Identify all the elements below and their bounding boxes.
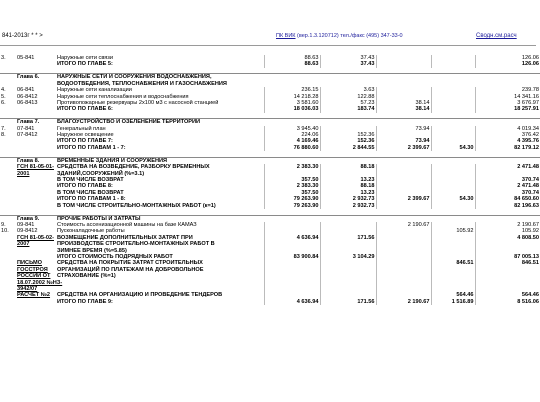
sheet-header — [0, 0, 536, 48]
chapter-title — [56, 215, 264, 222]
amount-c5: 2 190.67 — [475, 222, 540, 228]
chapter-row — [0, 119, 540, 126]
total-row — [0, 299, 540, 305]
amount-c2: 183.74 — [320, 106, 376, 112]
amount-c2: 122.88 — [320, 94, 376, 100]
text-line: Генеральный план — [57, 125, 106, 132]
estimate-table-container — [0, 55, 539, 305]
amount-c2: 88.18 — [320, 164, 376, 177]
chapter-code: Глава 8. — [16, 157, 56, 164]
amount-cell — [320, 119, 376, 126]
text-line: ЗДАНИЙ,СООРУЖЕНИЙ (%=3.1) — [57, 170, 145, 177]
header-divider — [0, 45, 536, 46]
amount-c2: 171.56 — [320, 235, 376, 254]
amount-c1: 18 036.03 — [264, 106, 320, 112]
amount-c1: 224.06 — [264, 132, 320, 138]
amount-c5: 87 005.13 — [475, 254, 540, 260]
amount-c3: 2 399.67 — [376, 196, 431, 202]
amount-c2: 3.63 — [320, 87, 376, 93]
amount-c2: 171.56 — [320, 299, 376, 305]
program-info — [276, 33, 403, 39]
amount-c3: 73.94 — [376, 138, 431, 144]
amount-c3: 2 399.67 — [376, 145, 431, 151]
amount-c2: 57.23 — [320, 100, 376, 106]
item-code — [16, 260, 63, 292]
amount-cell — [264, 119, 320, 126]
amount-c1: 357.50 — [264, 177, 320, 183]
amount-c1: 3 945.40 — [264, 126, 320, 132]
item-code: 09-841 — [17, 221, 35, 228]
amount-cell — [264, 215, 320, 222]
amount-c5: 84 650.60 — [475, 196, 540, 202]
amount-c1: 2 383.30 — [264, 183, 320, 189]
text-line: ОРГАНИЗАЦИЙ ПО ПЛАТЕЖАМ НА ДОБРОВОЛЬНОЕ — [57, 266, 204, 273]
text-line: 2007 — [17, 241, 30, 248]
norm-row — [0, 235, 540, 254]
row-number: 7. — [1, 125, 6, 132]
amount-c4: 846.51 — [431, 260, 475, 292]
amount-cell — [264, 157, 320, 164]
text-line: Наружные сети теплоснабжения и водоснабжения — [57, 93, 189, 100]
amount-c2: 37.43 — [320, 55, 376, 61]
text-line: Пусконаладочные работы — [57, 228, 125, 235]
amount-c2: 3 104.29 — [320, 254, 376, 260]
amount-c4: 54.30 — [431, 145, 475, 151]
amount-c2: 152.36 — [320, 132, 376, 138]
amount-cell — [431, 119, 475, 126]
amount-c4: 54.30 — [431, 196, 475, 202]
text-line: ИТОГО ПО ГЛАВАМ 1 - 8: — [57, 196, 126, 203]
amount-c2: 2 932.73 — [320, 203, 376, 209]
amount-c5: 126.06 — [475, 55, 540, 61]
amount-cell — [320, 74, 376, 87]
item-name — [56, 235, 264, 254]
text-line: ВРЕМЕННЫЕ ЗДАНИЯ И СООРУЖЕНИЯ — [57, 157, 168, 164]
amount-c5: 8 516.06 — [475, 299, 540, 305]
item-code: 05-841 — [17, 55, 35, 61]
row-number: 3. — [1, 55, 6, 61]
text-line: 3942/07 — [17, 286, 38, 292]
amount-c4 — [431, 164, 475, 177]
amount-c3: 38.14 — [376, 100, 431, 106]
amount-cell — [320, 157, 376, 164]
text-line: В ТОМ ЧИСЛЕ ВОЗВРАТ — [57, 177, 124, 183]
amount-c3: 73.94 — [376, 126, 431, 132]
amount-cell — [431, 215, 475, 222]
amount-c1: 3 581.60 — [264, 100, 320, 106]
amount-cell — [431, 157, 475, 164]
amount-c5: 4 808.50 — [475, 235, 540, 254]
amount-cell — [376, 74, 431, 87]
chapter-title — [56, 119, 264, 126]
amount-c5: 846.51 — [475, 260, 540, 292]
item-code: 06-8412 — [17, 93, 38, 100]
amount-c1: 79 263.90 — [264, 203, 320, 209]
amount-c5: 3 676.97 — [475, 100, 540, 106]
amount-c1: 236.15 — [264, 87, 320, 93]
amount-c5: 239.78 — [475, 87, 540, 93]
amount-cell — [376, 119, 431, 126]
item-code: 06-841 — [17, 87, 35, 94]
text-line: Наружные сети канализации — [57, 87, 132, 94]
text-line: БЛАГОУСТРОЙСТВО И ОЗЕЛЕНЕНИЕ ТЕРРИТОРИИ — [57, 119, 201, 126]
summary-estimate-link[interactable]: Сводн.см.расч — [476, 33, 517, 39]
item-name — [56, 260, 264, 292]
amount-cell — [320, 215, 376, 222]
program-link[interactable]: ПК ВИК — [276, 33, 296, 39]
text-line: ГСН 81-05-02- — [17, 234, 54, 241]
amount-c2: 13.23 — [320, 177, 376, 183]
chapter-title — [56, 157, 264, 164]
amount-c1 — [264, 260, 320, 292]
row-number — [0, 260, 16, 292]
row-number — [0, 74, 16, 87]
text-line: СРЕДСТВА НА ВОЗВЕДЕНИЕ, РАЗБОРКУ ВРЕМЕННЫХ — [57, 164, 210, 171]
text-line: ИТОГО ПО ГЛАВЕ 5: — [57, 61, 113, 68]
amount-c5: 564.46 — [475, 292, 540, 298]
amount-c1: 76 880.60 — [264, 145, 320, 151]
chapter-row — [0, 215, 540, 222]
text-line: ГСН 81-05-01- — [17, 164, 54, 171]
amount-c4 — [431, 235, 475, 254]
text-line: ИТОГО ПО ГЛАВЕ 7: — [57, 138, 113, 145]
amount-c5: 376.42 — [475, 132, 540, 138]
amount-c3 — [376, 260, 431, 292]
amount-c2: 13.23 — [320, 190, 376, 196]
amount-c3: 2 190.67 — [376, 299, 431, 305]
item-code — [16, 292, 56, 298]
amount-c4: 564.46 — [431, 292, 475, 298]
text-line: ИТОГО ПО ГЛАВЕ 6: — [57, 106, 113, 113]
chapter-code: Глава 7. — [16, 119, 56, 126]
amount-cell — [376, 215, 431, 222]
text-line: НАРУЖНЫЕ СЕТИ И СООРУЖЕНИЯ ВОДОСНАБЖЕНИЯ, — [57, 74, 212, 81]
text-line: Наружное освещение — [57, 132, 114, 139]
amount-c3 — [376, 235, 431, 254]
item-code — [16, 164, 56, 177]
row-number — [0, 119, 16, 126]
amount-c5: 2 471.48 — [475, 164, 540, 177]
row-number: 6. — [1, 99, 6, 106]
amount-c1: 357.50 — [264, 190, 320, 196]
amount-c4: 105.92 — [431, 228, 475, 234]
text-line: ИТОГО ПО ГЛАВЕ 9: — [57, 298, 113, 305]
amount-c2: 2 932.73 — [320, 196, 376, 202]
text-line: РАСЧЕТ №2 — [17, 292, 51, 299]
text-line: ПРОЧИЕ РАБОТЫ И ЗАТРАТЫ — [57, 215, 141, 222]
text-line: Наружные сети связи — [57, 55, 113, 61]
row-number: 8. — [1, 132, 6, 139]
text-line: СРЕДСТВА НА ПОКРЫТИЕ ЗАТРАТ СТРОИТЕЛЬНЫХ — [57, 260, 203, 267]
amount-c5: 126.06 — [475, 61, 540, 67]
row-number: 4. — [1, 87, 6, 94]
item-code: 09-8412 — [17, 228, 38, 235]
text-line: ГОССТРОЯ — [17, 266, 48, 273]
amount-cell — [431, 74, 475, 87]
chapter-title — [56, 74, 264, 87]
amount-c3: 38.14 — [376, 106, 431, 112]
amount-c1: 4 636.94 — [264, 299, 320, 305]
amount-c5: 82 179.12 — [475, 145, 540, 151]
item-name — [56, 299, 264, 305]
row-number — [0, 157, 16, 164]
amount-c2 — [320, 260, 376, 292]
amount-cell — [264, 74, 320, 87]
amount-c1: 4 636.94 — [264, 235, 320, 254]
row-number — [0, 299, 16, 305]
amount-c1: 4 169.46 — [264, 138, 320, 144]
amount-c2: 152.36 — [320, 138, 376, 144]
amount-c1: 2 383.30 — [264, 164, 320, 177]
amount-c5: 4 019.34 — [475, 126, 540, 132]
row-number — [0, 235, 16, 254]
text-line: В ТОМ ЧИСЛЕ ВОЗВРАТ — [57, 189, 124, 196]
text-line: ИТОГО ПО ГЛАВЕ 8: — [57, 183, 113, 190]
norm-row — [0, 260, 540, 292]
text-line: ЗИМНЕЕ ВРЕМЯ (%=5.85) — [57, 247, 127, 254]
norm-row — [0, 164, 540, 177]
amount-c5: 105.92 — [475, 228, 540, 234]
amount-c5: 82 196.63 — [475, 203, 540, 209]
item-code: 07-841 — [17, 125, 35, 132]
text-line: СРЕДСТВА НА ОРГАНИЗАЦИЮ И ПРОВЕДЕНИЕ ТЕНДЕРОВ — [57, 292, 223, 299]
row-number — [0, 215, 16, 222]
row-number: 9. — [1, 221, 6, 228]
amount-cell — [475, 119, 540, 126]
item-code — [16, 299, 56, 305]
row-number — [0, 164, 16, 177]
text-line: ИТОГО СТОИМОСТЬ ПОДРЯДНЫХ РАБОТ — [57, 253, 173, 260]
amount-c1: 88.63 — [264, 55, 320, 61]
text-line: Противопожарные резервуары 2х100 м3 с насосной станцией — [57, 99, 219, 106]
amount-c5: 2 471.48 — [475, 183, 540, 189]
amount-c2: 37.43 — [320, 61, 376, 67]
row-number: 5. — [1, 93, 6, 100]
amount-c2: 88.18 — [320, 183, 376, 189]
text-line: ВОДООТВЕДЕНИЯ, ТЕПЛОСНАБЖЕНИЯ И ГАЗОСНАБЖЕНИЯ — [57, 80, 227, 87]
text-line: ИТОГО ПО ГЛАВАМ 1 - 7: — [57, 144, 126, 151]
amount-cell — [376, 157, 431, 164]
estimate-table — [0, 55, 540, 305]
amount-cell — [475, 215, 540, 222]
amount-c1: 83 900.84 — [264, 254, 320, 260]
chapter-code: Глава 9. — [16, 215, 56, 222]
row-number: 10. — [1, 228, 9, 235]
amount-c2: 2 844.55 — [320, 145, 376, 151]
text-line: 18.07.2002 №НЗ- — [17, 279, 63, 286]
text-line: Стоимость ассенизационной машины на базе КАМАЗ — [57, 221, 197, 228]
chapter-code: Глава 6. — [16, 74, 56, 87]
amount-c1: 88.63 — [264, 61, 320, 67]
amount-c3 — [376, 164, 431, 177]
chapter-row — [0, 157, 540, 164]
amount-c5: 370.74 — [475, 190, 540, 196]
amount-c5: 370.74 — [475, 177, 540, 183]
text-line: РОССИИ ОТ — [17, 273, 51, 280]
amount-c4: 1 516.89 — [431, 299, 475, 305]
amount-c3: 2 190.67 — [376, 222, 431, 228]
amount-c5: 4 395.76 — [475, 138, 540, 144]
program-version: (вер.1.3.120712) тел./факс (495) 347-33-0 — [297, 33, 403, 39]
amount-c1: 79 263.90 — [264, 196, 320, 202]
text-line: ПИСЬМО — [17, 260, 42, 267]
amount-c1: 14 218.28 — [264, 94, 320, 100]
amount-cell — [475, 74, 540, 87]
item-code — [16, 235, 56, 254]
amount-cell — [475, 157, 540, 164]
text-line: В ТОМ ЧИСЛЕ СТРОИТЕЛЬНО-МОНТАЖНЫХ РАБОТ (к=1) — [57, 202, 216, 209]
amount-c5: 18 257.91 — [475, 106, 540, 112]
item-name — [56, 164, 264, 177]
text-line: 2001 — [17, 170, 30, 177]
item-code: 06-8413 — [17, 99, 38, 106]
text-line: СТРАХОВАНИЕ (%=1) — [57, 273, 116, 280]
text-line: ПРОИЗВОДСТВЕ СТРОИТЕЛЬНО-МОНТАЖНЫХ РАБОТ В — [57, 241, 215, 248]
chapter-row — [0, 74, 540, 87]
amount-c5: 14 341.16 — [475, 94, 540, 100]
item-code: 07-8412 — [17, 132, 38, 139]
text-line: ВОЗМЕЩЕНИЕ ДОПОЛНИТЕЛЬНЫХ ЗАТРАТ ПРИ — [57, 234, 193, 241]
document-code: 841-2013г * * > — [2, 33, 43, 39]
